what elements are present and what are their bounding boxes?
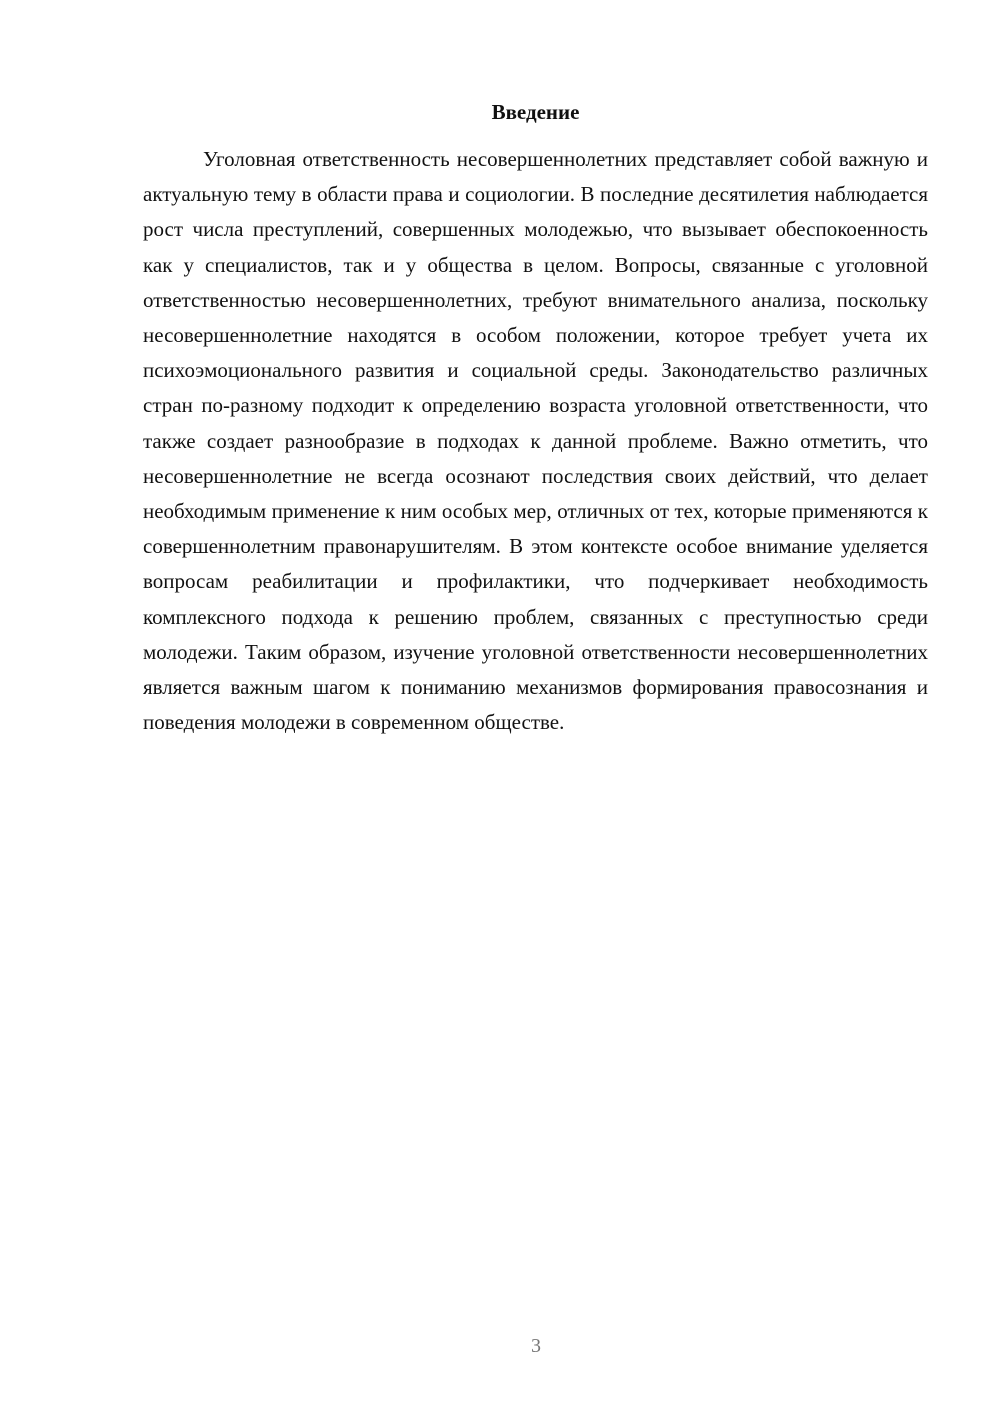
section-title: Введение — [491, 100, 580, 124]
page-number: 3 — [531, 1335, 541, 1357]
body-paragraph: Уголовная ответственность несовершеннолетних представляет собой важную и актуальную тему в области права и социологии. В последние десятилетия наблюдается рост числа преступлений, совершенных молодежью, что вызывает обеспокоенность как у специалистов, так и у общества в целом. Вопросы, связанные с уголовной ответственностью несовершеннолетних, требуют внимательного анализа, поскольку несовершеннолетние находятся в особом положении, которое требует учета их психоэмоционального развития и социальной среды. Законодательство различных стран по-разному подходит к определению возраста уголовной ответственности, что также создает разнообразие в подходах к данной проблеме. Важно отметить, что несовершеннолетние не всегда осознают последствия своих действий, что делает необходимым применение к ним особых мер, отличных от тех, которые применяются к совершеннолетним правонарушителям. В этом контексте особое внимание уделяется вопросам реабилитации и профилактики, что подчеркивает необходимость комплексного подхода к решению проблем, связанных с преступностью среди молодежи. Таким образом, изучение уголовной ответственности несовершеннолетних является важным шагом к пониманию механизмов формирования правосознания и поведения молодежи в современном обществе. — [143, 147, 928, 735]
